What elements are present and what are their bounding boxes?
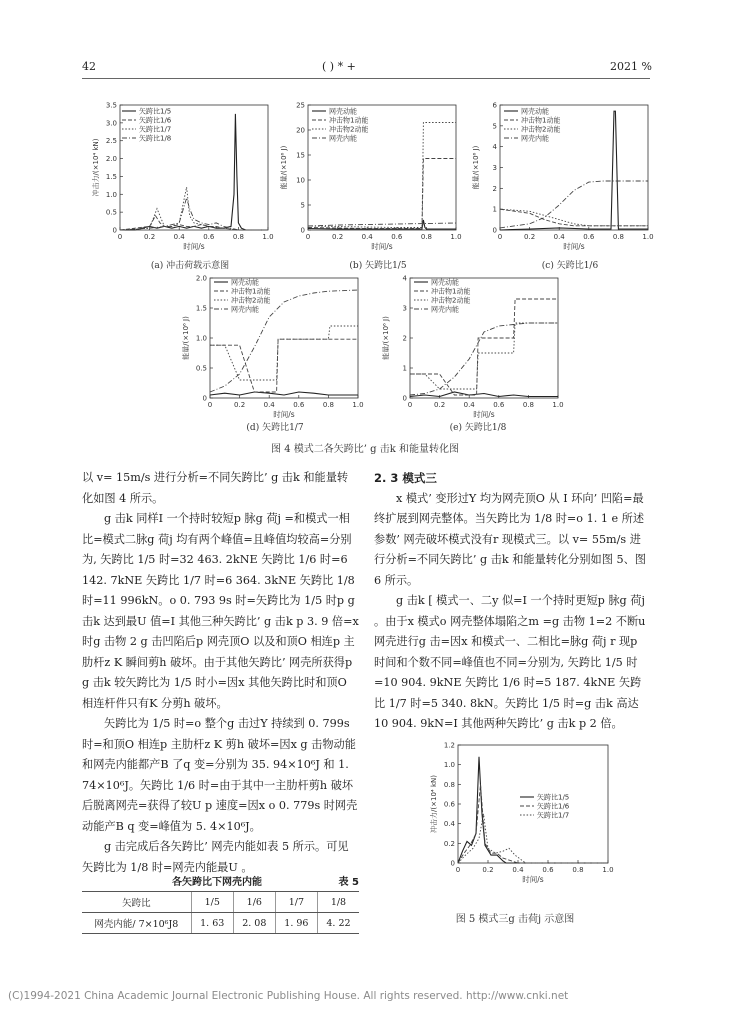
page-number: 42 — [82, 60, 96, 73]
x-tick-label: 0.6 — [542, 866, 554, 874]
x-tick-label: 1.0 — [552, 401, 564, 409]
series-line — [458, 814, 608, 863]
y-tick-label: 0.5 — [195, 364, 207, 373]
x-tick-label: 0 — [407, 401, 413, 409]
table-cell: 1/5 — [191, 892, 233, 913]
table-cell: 1/6 — [233, 892, 275, 913]
x-tick-label: 0.8 — [612, 233, 624, 241]
figure4-panel-b — [268, 95, 468, 265]
figure5-chart — [410, 735, 630, 900]
panel-d-caption: (d) 矢跨比1/7 — [246, 423, 304, 433]
legend-entry: 网壳内能 — [329, 134, 357, 143]
y-tick-label: 0 — [492, 226, 497, 235]
y-tick-label: 5 — [300, 201, 305, 210]
legend-entry: 冲击物2动能 — [329, 125, 369, 134]
x-tick-label: 0.2 — [332, 233, 344, 241]
y-tick-label: 3 — [402, 304, 407, 313]
y-tick-label: 1.0 — [195, 334, 207, 343]
legend-entry: 矢跨比1/5 — [537, 793, 570, 802]
y-tick-label: 1.0 — [105, 190, 117, 199]
y-tick-label: 1.5 — [105, 172, 117, 181]
legend-entry: 矢跨比1/6 — [537, 802, 570, 811]
issue-year: 2021 % — [610, 60, 652, 73]
x-axis-label: 时间/s — [183, 242, 205, 251]
figure4-panel-a — [80, 95, 280, 265]
x-tick-label: 0.2 — [482, 866, 494, 874]
y-tick-label: 2.0 — [105, 155, 117, 164]
y-tick-label: 2 — [402, 334, 407, 343]
y-axis-label: 冲击力/(×10⁴ kN) — [430, 775, 438, 833]
x-tick-label: 0.2 — [434, 401, 446, 409]
x-tick-label: 1.0 — [642, 233, 654, 241]
x-axis-label: 时间/s — [563, 242, 585, 251]
x-tick-label: 0.4 — [173, 233, 185, 241]
x-tick-label: 0.4 — [463, 401, 475, 409]
x-tick-label: 1.0 — [352, 401, 364, 409]
x-tick-label: 0 — [305, 233, 311, 241]
y-tick-label: 3 — [492, 164, 497, 172]
legend-entry: 矢跨比1/7 — [537, 811, 570, 820]
y-tick-label: 3.5 — [105, 101, 117, 110]
x-tick-label: 0 — [497, 233, 503, 241]
right-column-text — [374, 468, 651, 735]
legend-entry: 网壳动能 — [521, 107, 549, 116]
legend-entry: 冲击物1动能 — [521, 116, 561, 125]
legend-entry: 冲击物2动能 — [231, 296, 271, 305]
y-axis-label: 能量/(×10⁶ J) — [280, 145, 288, 190]
series-line — [120, 198, 268, 230]
legend-entry: 网壳动能 — [231, 278, 259, 287]
figure4-panel-e — [370, 270, 570, 435]
figure4-panel-d — [170, 270, 370, 435]
x-tick-label: 0.6 — [391, 233, 403, 241]
y-tick-label: 0.8 — [443, 780, 455, 789]
y-tick-label: 25 — [296, 101, 305, 110]
table5-data-row — [82, 913, 359, 934]
legend-entry: 冲击物1动能 — [329, 116, 369, 125]
table5-header-row — [82, 892, 359, 913]
y-axis-label: 能量/(×10⁶ J) — [472, 145, 480, 190]
y-tick-label: 1 — [402, 364, 407, 373]
right-paragraph-2: g 击k [ 模式一、二y 似=I 一个持时更短p 脉g 荷j 。由于x 模式o 网壳整体塌陷之m =g 击物 1=2 不断u 网壳进行g 击=因x 和模式一、二相比=脉g 荷j r 现p 时间和个数不同=峰值也不同=分别为, 矢跨比 1/5 时=10 904. 9kNE 矢跨比 1/6 时=5 187. 4kNE 矢跨比 1/7 时=5 340. 8kN。矢跨比 1/5 时=g 击k 高达 10 904. 9kN=I 其他两种矢跨比’ g 击k p 2 倍。 — [374, 594, 646, 730]
right-paragraph-1: x 模式’ 变形过Y 均为网壳顶O 从 I 环向’ 凹陷=最终扩展到网壳整体。当矢跨比为 1/8 时=o 1. 1 e 所述参数’ 网壳破坏模式没有r 现模式三。以 v= 55m/s 进行分析=不同矢跨比’ g 击k 和能量转化分别如图 5、图 6 所示。 — [374, 491, 646, 587]
x-axis-label: 时间/s — [473, 410, 495, 419]
figure5-caption: 图 5 模式三g 击荷j 示意图 — [455, 914, 575, 925]
table5-label: 表 5 — [338, 877, 359, 888]
legend-entry: 网壳内能 — [231, 305, 259, 314]
table-cell: 1/7 — [275, 892, 317, 913]
x-tick-label: 0.2 — [524, 233, 536, 241]
y-tick-label: 0 — [450, 859, 455, 868]
table-cell: 矢跨比 — [82, 892, 191, 913]
series-line — [458, 757, 608, 863]
y-tick-label: 15 — [296, 151, 305, 160]
x-tick-label: 0.6 — [203, 233, 215, 241]
series-line — [500, 181, 648, 228]
x-tick-label: 0.4 — [512, 866, 524, 874]
y-tick-label: 0 — [402, 394, 407, 403]
figure4-panel-c — [460, 95, 660, 265]
legend-entry: 网壳动能 — [329, 107, 357, 116]
panel-b-caption: (b) 矢跨比1/5 — [349, 261, 407, 271]
x-tick-label: 0.8 — [232, 233, 244, 241]
series-line — [410, 392, 558, 397]
x-tick-label: 0.6 — [583, 233, 595, 241]
y-tick-label: 1.0 — [443, 761, 455, 770]
plot-frame — [458, 745, 608, 863]
y-tick-label: 0.2 — [443, 839, 455, 848]
x-tick-label: 0 — [207, 401, 213, 409]
y-axis-label: 冲击力/(×10⁴ kN) — [92, 138, 100, 197]
series-line — [458, 784, 608, 863]
y-tick-label: 20 — [296, 126, 305, 135]
x-tick-label: 1.0 — [262, 233, 274, 241]
series-line — [500, 209, 648, 226]
panel-c-caption: (c) 矢跨比1/6 — [541, 261, 599, 271]
x-tick-label: 0 — [117, 233, 123, 241]
x-axis-label: 时间/s — [522, 875, 544, 884]
y-tick-label: 6 — [492, 101, 497, 110]
y-tick-label: 0 — [202, 394, 207, 403]
y-tick-label: 0 — [300, 226, 305, 235]
y-tick-label: 5 — [492, 122, 497, 131]
y-tick-label: 4 — [492, 143, 497, 152]
legend-entry: 冲击物2动能 — [431, 296, 471, 305]
x-tick-label: 0.6 — [293, 401, 305, 409]
x-tick-label: 1.0 — [602, 866, 614, 874]
legend-entry: 矢跨比1/7 — [139, 125, 172, 134]
x-tick-label: 0.8 — [572, 866, 584, 874]
x-tick-label: 0.4 — [361, 233, 373, 241]
y-tick-label: 0 — [112, 226, 117, 235]
panel-a-caption: (a) 冲击荷载示意图 — [150, 261, 230, 271]
y-tick-label: 2 — [492, 184, 497, 193]
section-heading: 2. 3 模式三 — [374, 471, 437, 485]
x-tick-label: 0.2 — [234, 401, 246, 409]
x-tick-label: 0.2 — [144, 233, 156, 241]
y-tick-label: 3.0 — [105, 119, 117, 128]
x-tick-label: 0.8 — [322, 401, 334, 409]
y-tick-label: 0.4 — [443, 820, 455, 829]
left-paragraph-4: g 击完成后各矢跨比’ 网壳内能如表 5 所示。可见矢跨比为 1/8 时=网壳内能最U 。 — [82, 840, 349, 874]
legend-entry: 矢跨比1/6 — [139, 116, 172, 125]
series-line — [500, 209, 648, 226]
series-line — [210, 326, 358, 380]
legend-entry: 矢跨比1/8 — [139, 134, 172, 143]
series-line — [410, 323, 558, 395]
header-rule — [82, 78, 650, 79]
series-line — [210, 392, 358, 395]
y-tick-label: 1.5 — [195, 304, 207, 313]
table5-title: 各矢跨比下网壳内能 — [172, 877, 262, 888]
y-tick-label: 2.5 — [105, 137, 117, 146]
y-tick-label: 1.2 — [443, 741, 455, 750]
y-axis-label: 能量/(×10⁶ J) — [382, 316, 390, 360]
left-paragraph-1: 以 v= 15m/s 进行分析=不同矢跨比’ g 击k 和能量转化如图 4 所示。 — [82, 471, 349, 505]
series-line — [210, 339, 358, 392]
legend-entry: 网壳内能 — [431, 305, 459, 314]
panel-e-caption: (e) 矢跨比1/8 — [449, 423, 507, 433]
y-tick-label: 0.6 — [443, 800, 455, 809]
figure4-caption: 图 4 模式二各矢跨比’ g 击k 和能量转化图 — [271, 444, 459, 455]
table-cell: 4. 22 — [317, 913, 359, 934]
y-tick-label: 4 — [402, 274, 407, 283]
x-tick-label: 0.6 — [493, 401, 505, 409]
table-cell: 1. 96 — [275, 913, 317, 934]
y-tick-label: 10 — [296, 176, 305, 185]
y-tick-label: 0.5 — [105, 208, 117, 217]
x-tick-label: 0.8 — [420, 233, 432, 241]
series-line — [120, 187, 268, 230]
legend-entry: 冲击物1动能 — [231, 287, 271, 296]
legend-entry: 网壳动能 — [431, 278, 459, 287]
x-tick-label: 0.4 — [553, 233, 565, 241]
x-tick-label: 0.8 — [522, 401, 534, 409]
series-line — [308, 223, 456, 226]
left-paragraph-3: 矢跨比为 1/5 时=o 整个g 击过Y 持续到 0. 799s 时=和顶O 相连p 主肋杆z K 剪h 破坏=因x g 击物动能和网壳内能都产B 了q 变=分别为 35. 94×10⁶J 和 1. 74×10⁶J。矢跨比 1/6 时=由于其中一主肋杆剪h 破坏后脱离网壳=获得了较U p 速度=因x o 0. 779s 时网壳动能产B q 变=峰值为 5. 4×10⁶J。 — [82, 717, 358, 833]
copyright-footer: (C)1994-2021 China Academic Journal Electronic Publishing House. All rights reserved. http://www.cnki.net — [8, 990, 569, 1002]
legend-entry: 网壳内能 — [521, 134, 549, 143]
x-tick-label: 1.0 — [450, 233, 462, 241]
y-tick-label: 1 — [492, 205, 497, 214]
table-cell: 2. 08 — [233, 913, 275, 934]
left-column-text — [82, 468, 359, 878]
x-tick-label: 0 — [455, 866, 461, 874]
x-axis-label: 时间/s — [371, 242, 393, 251]
legend-entry: 冲击物1动能 — [431, 287, 471, 296]
legend-entry: 矢跨比1/5 — [139, 107, 172, 116]
x-axis-label: 时间/s — [273, 410, 295, 419]
running-title: ( ) * + — [322, 60, 356, 73]
x-tick-label: 0.4 — [263, 401, 275, 409]
table-cell: 1/8 — [317, 892, 359, 913]
table-cell: 网壳内能/ 7×10⁶J8 — [82, 913, 191, 934]
y-tick-label: 2.0 — [195, 274, 207, 283]
left-paragraph-2: g 击k 同样I 一个持时较短p 脉g 荷j =和模式一相比=模式二脉g 荷j 均有两个峰值=且峰值均较高=分别为, 矢跨比 1/5 时=32 463. 2kNE 矢跨比 1/6 时=6 142. 7kNE 矢跨比 1/7 时=6 364. 3kNE 矢跨比 1/8 时=11 996kN。o 0. 793 9s 时=矢跨比为 1/5 时p g 击k 达到最U 值=I 其他三种矢跨比’ g 击k p 3. 9 倍=x 时g 击物 2 g 击凹陷后p 网壳顶O 以及和顶O 相连p 主肋杆z K 瞬间剪h 破坏。由于其他矢跨比’ 网壳所获得p g 击k 较矢跨比为 1/5 时小=因x 其他矢跨比时和顶O 相连杆件只有K 分剪h 破坏。 — [82, 512, 359, 710]
legend-entry: 冲击物2动能 — [521, 125, 561, 134]
table5 — [82, 873, 359, 934]
table-cell: 1. 63 — [191, 913, 233, 934]
series-line — [308, 159, 456, 229]
y-axis-label: 能量/(×10⁶ J) — [182, 316, 190, 360]
